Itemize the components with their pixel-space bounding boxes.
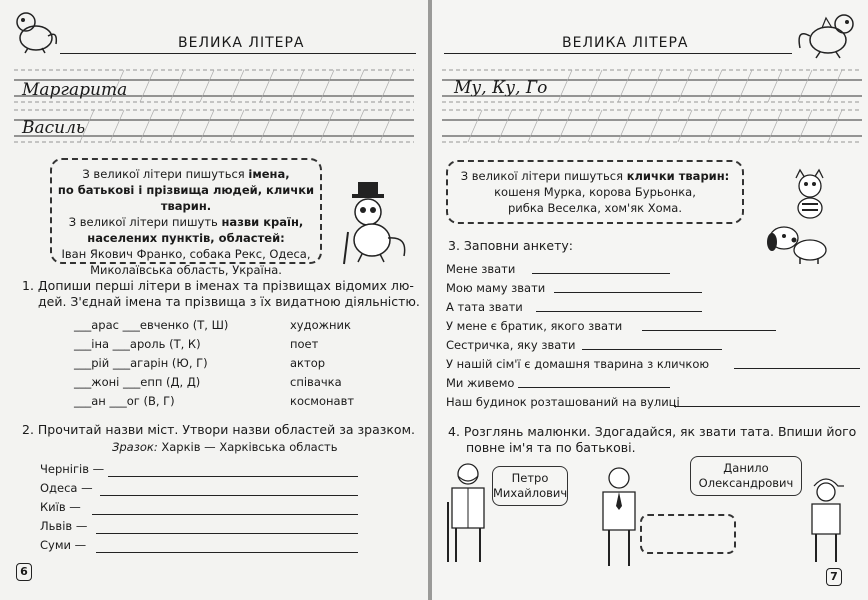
name-item: ___жоні ___епп (Д, Д): [74, 375, 201, 389]
dragon-mascot-illustration: [792, 10, 862, 62]
form-answer-line[interactable]: [536, 311, 702, 312]
father-illustration: [596, 466, 642, 570]
city-label: Чернігів —: [40, 462, 105, 476]
title-underline: [444, 53, 792, 54]
page-title: ВЕЛИКА ЛІТЕРА: [562, 35, 689, 51]
rule-text: З великої літери пишуть: [68, 215, 222, 229]
name-box-text: Петро: [511, 471, 549, 485]
form-label: У нашій сім'ї є домашня тварина з кличкою: [446, 357, 710, 371]
task1-text: дей. З'єднай імена та прізвища з їх видатною діяльністю.: [38, 294, 420, 309]
answer-line[interactable]: [108, 476, 358, 477]
boy-illustration: [804, 476, 848, 566]
rule-box: [446, 160, 744, 224]
page-title: ВЕЛИКА ЛІТЕРА: [178, 35, 305, 51]
form-label: У мене є братик, якого звати: [446, 319, 623, 333]
name-item: ___арас ___евченко (Т, Ш): [74, 318, 229, 332]
grandfather-illustration: [444, 462, 498, 566]
form-answer-line[interactable]: [734, 368, 860, 369]
form-answer-line[interactable]: [582, 349, 722, 350]
page-number: 6: [16, 563, 32, 581]
rule-example: кошеня Мурка, корова Бурьонка,: [494, 185, 696, 199]
task4-text: 4. Розглянь малюнки. Здогадайся, як звати тата. Впиши його: [448, 424, 857, 439]
cat-illustration: [788, 168, 832, 220]
form-label: Ми живемо: [446, 376, 515, 390]
name-box-2: [690, 456, 802, 496]
role-item: художник: [290, 318, 351, 332]
page-number: 7: [826, 568, 842, 586]
form-answer-line[interactable]: [518, 387, 670, 388]
city-label: Львів —: [40, 519, 88, 533]
rule-bold: по батькові і прізвища людей, клички тварин.: [57, 183, 315, 213]
form-answer-line[interactable]: [554, 292, 702, 293]
name-item: ___іна ___ароль (Т, К): [74, 337, 201, 351]
rule-bold: імена,: [248, 167, 290, 181]
name-item: ___рій ___агарін (Ю, Г): [74, 356, 208, 370]
role-item: актор: [290, 356, 326, 370]
task4-text: повне ім'я та по батькові.: [466, 440, 636, 455]
rule-bold: населених пунктів, областей:: [87, 231, 285, 245]
name-box-text: Михайлович: [493, 486, 568, 500]
task3-heading: 3. Заповни анкету:: [448, 238, 573, 253]
form-label: Мою маму звати: [446, 281, 546, 295]
form-label: Сестричка, яку звати: [446, 338, 576, 352]
city-label: Київ —: [40, 500, 81, 514]
dog-illustration: [766, 222, 830, 266]
sample-text: Харків — Харківська область: [157, 440, 338, 454]
task2-text: 2. Прочитай назви міст. Утвори назви областей за зразком.: [22, 422, 415, 437]
form-answer-line[interactable]: [642, 330, 776, 331]
mascot-with-hat-illustration: [338, 180, 416, 266]
handwriting-sample: Му, Ку, Го: [454, 78, 548, 98]
city-label: Одеса —: [40, 481, 93, 495]
answer-line[interactable]: [100, 495, 358, 496]
rule-example: Миколаївська область, Україна.: [90, 263, 282, 277]
rule-bold: клички тварин:: [626, 169, 730, 183]
city-label: Суми —: [40, 538, 87, 552]
role-item: співачка: [290, 375, 342, 389]
handwriting-sample-1: Маргарита: [22, 80, 128, 100]
sample-label: Зразок:: [112, 440, 158, 454]
role-item: космонавт: [290, 394, 355, 408]
left-page: [0, 0, 428, 600]
rule-bold: назви країн,: [221, 215, 304, 229]
rule-example: рибка Веселка, хом'як Хома.: [507, 201, 683, 215]
title-underline: [60, 53, 416, 54]
form-label: Наш будинок розташований на вулиці: [446, 395, 680, 409]
form-answer-line[interactable]: [532, 273, 670, 274]
task2-sample: [112, 440, 338, 454]
answer-line[interactable]: [96, 552, 358, 553]
handwriting-sample-2: Василь: [22, 118, 86, 138]
role-item: поет: [290, 337, 319, 351]
right-page: [432, 0, 868, 600]
rule-box: [50, 158, 322, 277]
name-box-1: [492, 466, 568, 506]
rule-text: З великої літери пишуться: [82, 167, 249, 181]
form-answer-line[interactable]: [674, 406, 860, 407]
name-box-text: Данило: [723, 461, 769, 475]
form-label: А тата звати: [446, 300, 523, 314]
form-label: Мене звати: [446, 262, 516, 276]
answer-line[interactable]: [96, 533, 358, 534]
rule-text: З великої літери пишуться: [460, 169, 627, 183]
dragon-mascot-illustration: [8, 8, 60, 54]
name-item: ___ан ___ог (В, Г): [74, 394, 175, 408]
name-box-text: Олександрович: [698, 476, 794, 490]
rule-example: Іван Якович Франко, собака Рекс, Одеса,: [61, 247, 311, 261]
answer-box[interactable]: [640, 514, 736, 554]
task1-text: 1. Допиши перші літери в іменах та прізвищах відомих лю-: [22, 278, 414, 293]
answer-line[interactable]: [92, 514, 358, 515]
